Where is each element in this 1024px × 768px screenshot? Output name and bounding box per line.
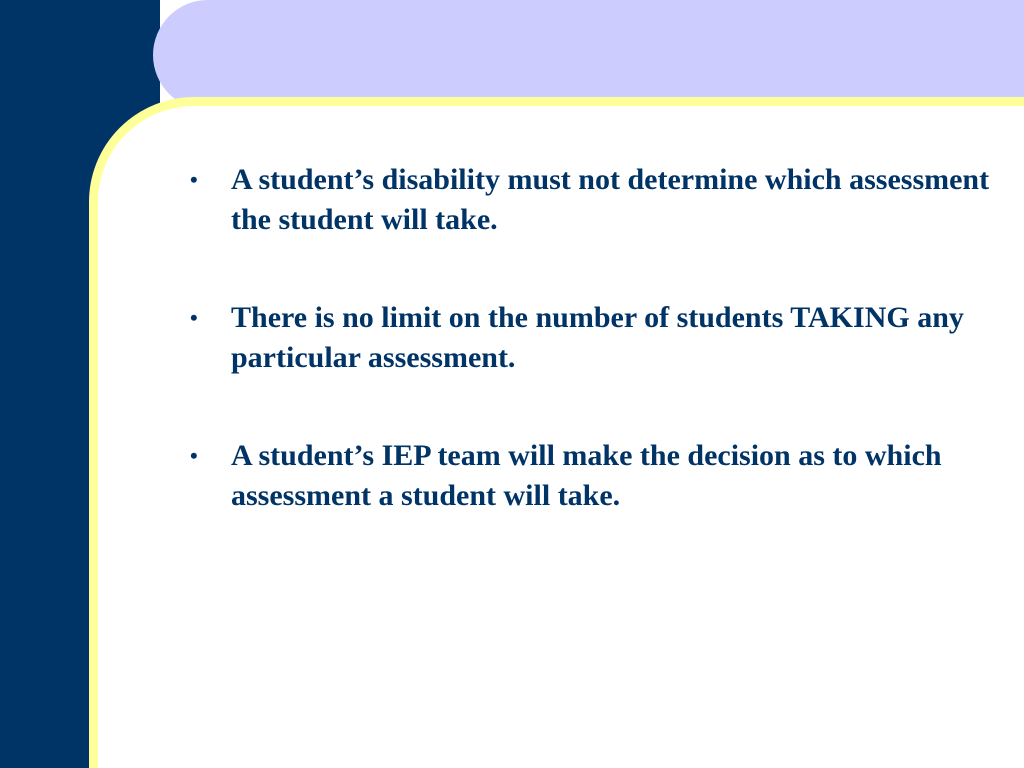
- bullet-text: A student’s disability must not determine which assessment the student will take.: [231, 163, 990, 236]
- bullet-list: [190, 160, 1010, 574]
- top-header-band: [153, 0, 1024, 110]
- bullet-item: [190, 160, 1010, 240]
- bullet-item: [190, 298, 1010, 378]
- bullet-marker: •: [190, 167, 198, 192]
- bullet-marker: •: [190, 305, 198, 330]
- bullet-item: [190, 436, 1010, 516]
- bullet-text: There is no limit on the number of students TAKING any particular assessment.: [231, 301, 964, 374]
- bullet-marker: •: [190, 443, 198, 468]
- bullet-text: A student’s IEP team will make the decision as to which assessment a student will take.: [231, 439, 942, 512]
